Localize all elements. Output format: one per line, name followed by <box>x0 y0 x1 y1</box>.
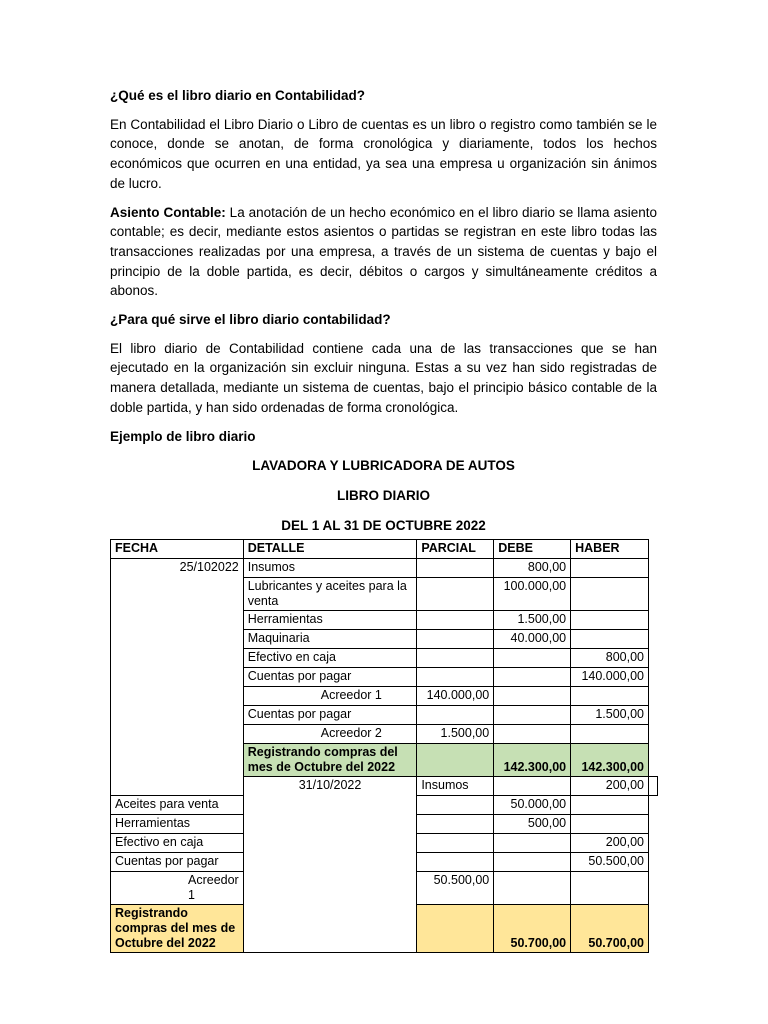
detalle-cell: Cuentas por pagar <box>243 668 417 687</box>
haber-cell <box>571 630 649 649</box>
debe-cell: 50.000,00 <box>494 796 571 815</box>
detalle-cell: Acreedor 2 <box>243 725 417 744</box>
parcial-cell <box>494 777 571 796</box>
parcial-cell <box>417 744 494 777</box>
parcial-cell <box>417 905 494 953</box>
paragraph-definition: En Contabilidad el Libro Diario o Libro de cuentas es un libro o registro como también se le conoce, donde se anotan, de forma cronológica y diariamente, todos los hechos económicos que ocurren en una entidad, ya sea una empresa u organización sin ánimos de lucro. <box>110 116 657 191</box>
header-haber: HABER <box>571 540 649 559</box>
parcial-cell <box>417 630 494 649</box>
detalle-cell: Aceites para venta <box>111 796 244 815</box>
asiento-term: Asiento Contable: <box>110 204 226 220</box>
header-fecha: FECHA <box>111 540 244 559</box>
company-title: LAVADORA Y LUBRICADORA DE AUTOS <box>252 458 515 474</box>
detalle-cell: Herramientas <box>111 815 244 834</box>
parcial-cell <box>417 815 494 834</box>
total-debe: 50.700,00 <box>494 905 571 953</box>
table-header-row <box>111 540 658 559</box>
total-haber: 142.300,00 <box>571 744 649 777</box>
total-haber: 50.700,00 <box>571 905 649 953</box>
journal-table <box>110 539 658 953</box>
debe-cell <box>494 706 571 725</box>
debe-cell: 800,00 <box>494 559 571 578</box>
asiento-definition: La anotación de un hecho económico en el libro diario se llama asiento contable; es decir, mediante estos asientos o partidas se registran en este libro todas las transacciones realizadas por una empresa, a través de un sistema de cuentas y bajo el principio de la doble partida, es decir, débitos o cargos y simultáneamente créditos a abonos. <box>110 204 657 299</box>
parcial-cell: 50.500,00 <box>417 872 494 905</box>
example-heading: Ejemplo de libro diario <box>110 428 256 444</box>
detalle-cell: Efectivo en caja <box>111 834 244 853</box>
total-debe: 142.300,00 <box>494 744 571 777</box>
entry1-date: 25/102022 <box>111 559 244 796</box>
debe-cell <box>494 853 571 872</box>
detalle-cell: Maquinaria <box>243 630 417 649</box>
detalle-cell: Acreedor 1 <box>111 872 244 905</box>
debe-cell: 100.000,00 <box>494 578 571 611</box>
header-debe: DEBE <box>494 540 571 559</box>
detalle-cell: Cuentas por pagar <box>243 706 417 725</box>
parcial-cell: 140.000,00 <box>417 687 494 706</box>
entry2-date: 31/10/2022 <box>243 777 417 953</box>
haber-cell <box>571 611 649 630</box>
debe-cell: 1.500,00 <box>494 611 571 630</box>
haber-cell: 1.500,00 <box>571 706 649 725</box>
parcial-cell <box>417 649 494 668</box>
haber-cell: 800,00 <box>571 649 649 668</box>
debe-cell <box>494 725 571 744</box>
haber-cell <box>649 777 658 796</box>
total-label: Registrando compras del mes de Octubre del 2022 <box>243 744 417 777</box>
parcial-cell <box>417 853 494 872</box>
paragraph-purpose: El libro diario de Contabilidad contiene cada una de las transacciones que se han ejecutado en la organización sin excluir ninguna. Estas a su vez han sido registradas de manera detallada, mediante un sistema de cuentas, bajo el principio básico contable de la doble partida, y han sido ordenadas de forma cronológica. <box>110 340 657 415</box>
debe-cell: 40.000,00 <box>494 630 571 649</box>
total-label: Registrando compras del mes de Octubre del 2022 <box>111 905 244 953</box>
haber-cell: 200,00 <box>571 834 649 853</box>
detalle-cell: Insumos <box>243 559 417 578</box>
parcial-cell <box>417 706 494 725</box>
haber-cell: 140.000,00 <box>571 668 649 687</box>
header-detalle: DETALLE <box>243 540 417 559</box>
parcial-cell <box>417 796 494 815</box>
parcial-cell <box>417 578 494 611</box>
parcial-cell <box>417 611 494 630</box>
parcial-cell <box>417 668 494 687</box>
debe-cell <box>494 668 571 687</box>
period-title: DEL 1 AL 31 DE OCTUBRE 2022 <box>281 517 486 533</box>
detalle-cell: Insumos <box>417 777 494 796</box>
detalle-cell: Herramientas <box>243 611 417 630</box>
detalle-cell: Acreedor 1 <box>243 687 417 706</box>
haber-cell <box>571 687 649 706</box>
haber-cell: 50.500,00 <box>571 853 649 872</box>
haber-cell <box>571 796 649 815</box>
haber-cell <box>571 725 649 744</box>
haber-cell <box>571 815 649 834</box>
parcial-cell <box>417 559 494 578</box>
parcial-cell: 1.500,00 <box>417 725 494 744</box>
debe-cell: 500,00 <box>494 815 571 834</box>
debe-cell <box>494 649 571 668</box>
detalle-cell: Cuentas por pagar <box>111 853 244 872</box>
header-parcial: PARCIAL <box>417 540 494 559</box>
haber-cell <box>571 872 649 905</box>
haber-cell <box>571 559 649 578</box>
parcial-cell <box>417 834 494 853</box>
document-body <box>110 86 657 545</box>
haber-cell <box>571 578 649 611</box>
question-heading-2: ¿Para qué sirve el libro diario contabilidad? <box>110 312 391 328</box>
book-title: LIBRO DIARIO <box>337 487 430 503</box>
debe-cell <box>494 687 571 706</box>
table-row <box>111 559 658 578</box>
question-heading-1: ¿Qué es el libro diario en Contabilidad? <box>110 88 366 103</box>
debe-cell: 200,00 <box>571 777 649 796</box>
detalle-cell: Lubricantes y aceites para la venta <box>243 578 417 611</box>
debe-cell <box>494 834 571 853</box>
detalle-cell: Efectivo en caja <box>243 649 417 668</box>
paragraph-asiento <box>110 203 657 302</box>
debe-cell <box>494 872 571 905</box>
